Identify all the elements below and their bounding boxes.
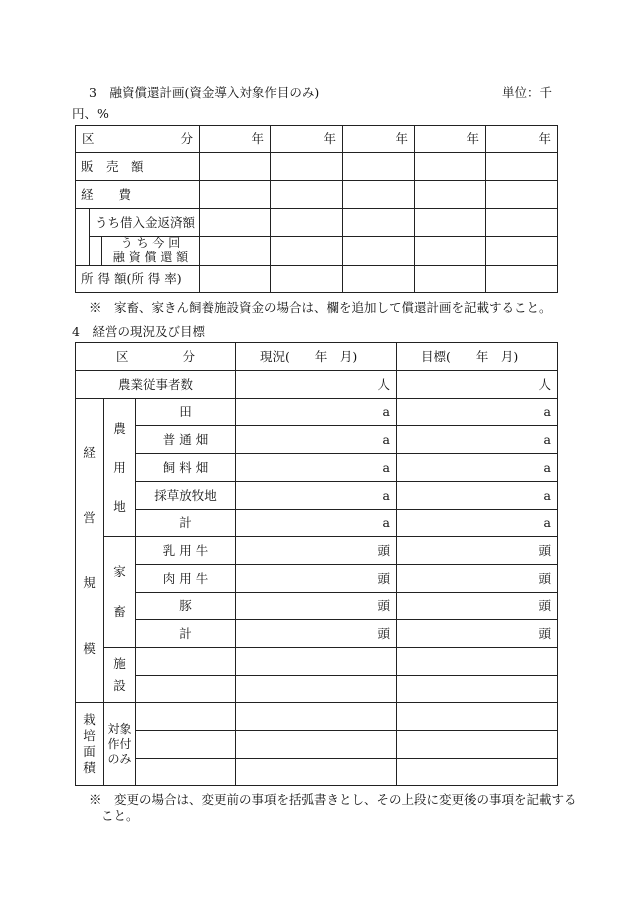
unit-label-continued: 円、%: [72, 106, 109, 121]
farmland-item: 飼 料 畑: [136, 454, 236, 482]
repayment-plan-table: [75, 125, 558, 293]
unit-area: a: [397, 426, 558, 454]
livestock-row: [76, 537, 558, 565]
livestock-item: 計: [136, 620, 236, 648]
unit-area: a: [397, 399, 558, 426]
unit-area: a: [397, 510, 558, 537]
expenses-row: [76, 181, 558, 209]
livestock-item: 豚: [136, 593, 236, 620]
unit-head: 頭: [397, 593, 558, 620]
unit-area: a: [397, 454, 558, 482]
sales-row: [76, 153, 558, 181]
unit-head: 頭: [397, 565, 558, 593]
farmland-item: 採草放牧地: [136, 482, 236, 510]
farmland-total-row: [76, 510, 558, 537]
farmland-item: 普 通 畑: [136, 426, 236, 454]
unit-head: 頭: [397, 537, 558, 565]
cultivation-label-cell: 栽 培 面 積: [76, 703, 104, 786]
section4-note-continued: こと。: [101, 808, 139, 823]
farmland-row: [76, 399, 558, 426]
workers-label: 農業従事者数: [76, 371, 236, 399]
livestock-row: [76, 565, 558, 593]
farmland-item: 田: [136, 399, 236, 426]
status-header-row: 区 分 現況( 年 月) 目標( 年 月): [76, 343, 558, 371]
cultivation-row: [76, 759, 558, 786]
farmland-item: 計: [136, 510, 236, 537]
year-header: 年: [415, 126, 486, 153]
year-header: 年: [271, 126, 343, 153]
facility-row: [76, 676, 558, 703]
unit-head: 頭: [397, 620, 558, 648]
unit-person: 人: [397, 371, 558, 399]
livestock-row: [76, 593, 558, 620]
unit-head: 頭: [236, 565, 397, 593]
section3-heading: 3 融資償還計画(資金導入対象作目のみ): [89, 85, 320, 100]
section3-note: ※ 家畜、家きん飼養施設資金の場合は、欄を追加して償還計画を記載すること。: [89, 300, 552, 315]
facility-label-cell: 施 設: [104, 648, 136, 703]
livestock-item: 肉 用 牛: [136, 565, 236, 593]
this-loan-row: [76, 237, 558, 266]
farmland-row: [76, 426, 558, 454]
income-row: [76, 265, 558, 292]
sales-label: 販 売 額: [76, 153, 200, 181]
facility-row: [76, 648, 558, 676]
repayment-header-row: 区 分 年 年 年 年 年: [76, 126, 558, 153]
unit-label: 単位：千: [502, 85, 553, 100]
workers-row: [76, 371, 558, 399]
unit-head: 頭: [236, 537, 397, 565]
livestock-item: 乳 用 牛: [136, 537, 236, 565]
year-header: 年: [343, 126, 415, 153]
scale-label-cell: 経 営 規 模: [76, 399, 104, 703]
year-header: 年: [200, 126, 271, 153]
loan-repay-label: うち借入金返済額: [90, 209, 200, 237]
unit-area: a: [236, 510, 397, 537]
target-crop-label: 対象 作付 のみ: [104, 703, 136, 786]
livestock-label-cell: 家 畜: [104, 537, 136, 648]
expenses-label: 経 費: [76, 181, 200, 209]
loan-repay-row: [76, 209, 558, 237]
livestock-total-row: [76, 620, 558, 648]
cultivation-row: [76, 703, 558, 731]
section4-heading: 4 経営の現況及び目標: [72, 324, 205, 339]
unit-area: a: [397, 482, 558, 510]
unit-area: a: [236, 482, 397, 510]
income-label: 所 得 額(所 得 率): [76, 265, 200, 292]
unit-person: 人: [236, 371, 397, 399]
unit-area: a: [236, 399, 397, 426]
management-status-table: [75, 342, 558, 786]
cultivation-row: [76, 731, 558, 759]
farmland-label-cell: 農 用 地: [104, 399, 136, 537]
section4-note: ※ 変更の場合は、変更前の事項を括弧書きとし、その上段に変更後の事項を記載する: [89, 792, 577, 807]
unit-area: a: [236, 454, 397, 482]
unit-head: 頭: [236, 620, 397, 648]
target-header: 目標( 年 月): [397, 343, 558, 371]
year-header: 年: [486, 126, 558, 153]
unit-area: a: [236, 426, 397, 454]
this-loan-label: う ち 今 回 融 資 償 還 額: [102, 237, 200, 266]
farmland-row: [76, 482, 558, 510]
current-header: 現況( 年 月): [236, 343, 397, 371]
unit-head: 頭: [236, 593, 397, 620]
farmland-row: [76, 454, 558, 482]
